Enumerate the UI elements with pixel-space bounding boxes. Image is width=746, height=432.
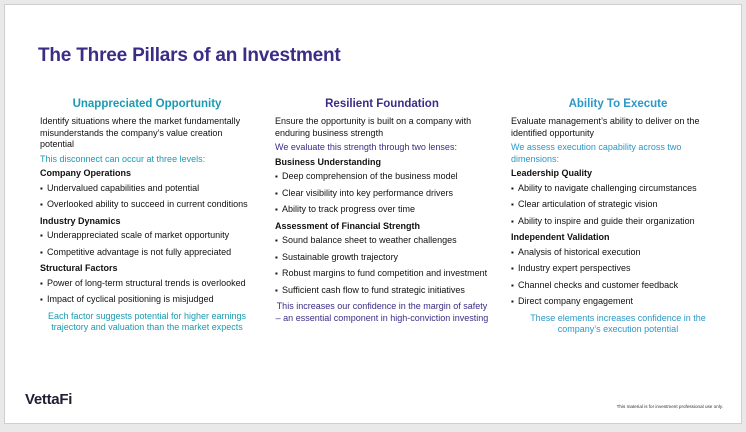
- bullet-item: ▪ Competitive advantage is not fully appreciated: [40, 247, 254, 259]
- section-heading: Independent Validation: [511, 232, 610, 242]
- bullet-item: ▪ Ability to inspire and guide their organization: [511, 216, 725, 228]
- bullet-item: ▪ Analysis of historical execution: [511, 247, 725, 259]
- bullet-item: ▪ Power of long-term structural trends is overlooked: [40, 278, 254, 290]
- bullet-item: ▪ Sustainable growth trajectory: [275, 252, 489, 264]
- bullet-item: ▪ Robust margins to fund competition and investment: [275, 268, 489, 280]
- bullet-item: ▪ Clear visibility into key performance drivers: [275, 188, 489, 200]
- bullet-item: ▪ Impact of cyclical positioning is misjudged: [40, 294, 254, 306]
- pillar-lead: This disconnect can occur at three levels:: [40, 153, 206, 164]
- bullet-item: ▪ Channel checks and customer feedback: [511, 280, 725, 292]
- disclaimer-text: This material is for investment professional use only.: [616, 404, 723, 409]
- bullet-list: [511, 247, 725, 308]
- bullet-item: ▪ Underappreciated scale of market opportunity: [40, 230, 254, 242]
- vettafi-logo: VettaFi: [25, 391, 73, 408]
- pillar-closing: This increases our confidence in the margin of safety – an essential component in high-conviction investing: [275, 301, 489, 323]
- bullet-item: ▪ Ability to navigate challenging circumstances: [511, 183, 725, 195]
- pillar-unappreciated-opportunity: [40, 97, 254, 334]
- pillar-lead: We evaluate this strength through two lenses:: [275, 142, 457, 152]
- pillar-intro: Ensure the opportunity is built on a company with enduring business strength: [275, 116, 472, 138]
- bullet-item: ▪ Undervalued capabilities and potential: [40, 183, 254, 195]
- pillar-closing: These elements increases confidence in the company’s execution potential: [530, 312, 706, 334]
- bullet-item: ▪ Sound balance sheet to weather challenges: [275, 235, 489, 247]
- bullet-item: ▪ Overlooked ability to succeed in current conditions: [40, 199, 254, 211]
- section-heading: Leadership Quality: [511, 168, 593, 178]
- slide-title: The Three Pillars of an Investment: [38, 45, 341, 66]
- pillar-heading: Unappreciated Opportunity: [72, 98, 222, 110]
- bullet-item: ▪ Clear articulation of strategic vision: [511, 199, 725, 211]
- bullet-item: ▪ Ability to track progress over time: [275, 204, 489, 216]
- section-heading: Industry Dynamics: [40, 215, 121, 226]
- pillar-intro: Evaluate management’s ability to deliver on the identified opportunity: [511, 116, 700, 138]
- bullet-item: ▪ Sufficient cash flow to fund strategic initiatives: [275, 285, 489, 297]
- bullet-list: [511, 183, 725, 228]
- slide: [4, 4, 742, 424]
- pillar-heading: Resilient Foundation: [325, 98, 439, 110]
- bullet-list: [275, 235, 489, 296]
- bullet-list: [40, 183, 254, 211]
- bullet-item: ▪ Industry expert perspectives: [511, 263, 725, 275]
- section-heading: Company Operations: [40, 168, 132, 178]
- bullet-list: [40, 230, 254, 258]
- section-heading: Structural Factors: [40, 263, 118, 273]
- pillar-intro: Identify situations where the market fundamentally misunderstands the company’s value creation potential: [40, 116, 241, 149]
- section-heading: Assessment of Financial Strength: [275, 220, 421, 231]
- pillar-heading: Ability To Execute: [568, 98, 668, 110]
- pillar-lead: We assess execution capability across two dimensions:: [511, 142, 682, 164]
- bullet-list: [275, 171, 489, 216]
- pillar-ability-to-execute: [511, 97, 725, 336]
- bullet-item: ▪ Direct company engagement: [511, 296, 725, 308]
- pillar-resilient-foundation: [275, 97, 489, 324]
- section-heading: Business Understanding: [275, 156, 382, 167]
- bullet-item: ▪ Deep comprehension of the business model: [275, 171, 489, 183]
- pillar-closing: Each factor suggests potential for higher earnings trajectory and valuation than the market expects: [47, 310, 247, 332]
- bullet-list: [40, 278, 254, 306]
